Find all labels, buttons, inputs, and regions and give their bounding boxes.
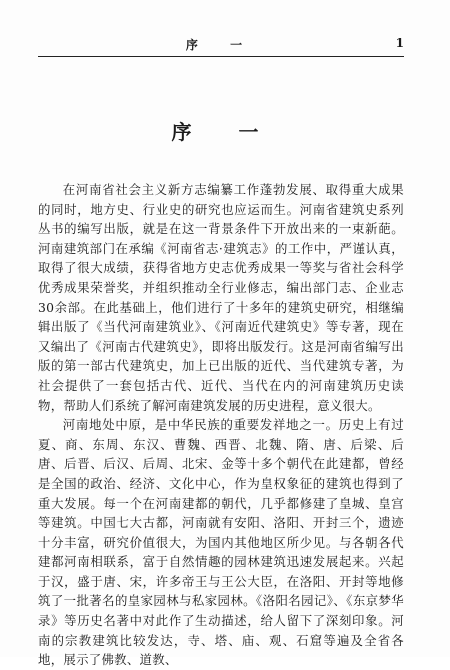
body-text bbox=[38, 180, 404, 670]
chapter-title: 序 一 bbox=[171, 120, 279, 144]
paragraph: 河南地处中原，是中华民族的重要发祥地之一。历史上有过夏、商、东周、东汉、曹魏、西晋、北魏、隋、唐、后梁、后唐、后晋、后汉、后周、北宋、金等十多个朝代在此建都，曾经是全国的政治、经济、文化中心，作为皇权象征的建筑也得到了重大发展。每一个在河南建都的朝代，几乎都修建了皇城、皇宫等建筑。中国七大古都，河南就有安阳、洛阳、开封三个，遗迹十分丰富，研究价值很大，为国内其他地区所少见。与各朝各代建都河南相联系，富于自然情趣的园林建筑迅速发展起来。兴起于汉，盛于唐、宋，许多帝王与王公大臣，在洛阳、开封等地修筑了一批著名的皇家园林与私家园林。《洛阳名园记》、《东京梦华录》等历史名著中对此作了生动描述，给人留下了深刻印象。河南的宗教建筑比较发达，寺、塔、庙、观、石窟等遍及全省各地，展示了佛教、道教、 bbox=[38, 417, 404, 668]
paragraph: 在河南省社会主义新方志编纂工作蓬勃发展、取得重大成果的同时，地方史、行业史的研究也应运而生。河南省建筑史系列丛书的编写出版，就是在这一背景条件下开放出来的一束新葩。河南建筑部门在承编《河南省志·建筑志》的工作中，严谨认真，取得了很大成绩，获得省地方史志优秀成果一等奖与省社会科学优秀成果荣誉奖，并组织推动全行业修志，编出部门志、企业志30余部。在此基础上，他们进行了十多年的建筑史研究，相继编辑出版了《当代河南建筑业》、《河南近代建筑史》等专著，现在又编出了《河南古代建筑史》，即将出版发行。这是河南省编写出版的第一部古代建筑史，加上已出版的近代、当代建筑专著，为社会提供了一套包括古代、近代、当代在内的河南建筑历史读物，帮助人们系统了解河南建筑发展的历史进程，意义很大。 bbox=[38, 182, 404, 413]
header-rule bbox=[38, 56, 404, 57]
page-number: 1 bbox=[395, 36, 404, 50]
running-header bbox=[38, 36, 404, 54]
running-header-title: 序 一 bbox=[185, 38, 257, 52]
